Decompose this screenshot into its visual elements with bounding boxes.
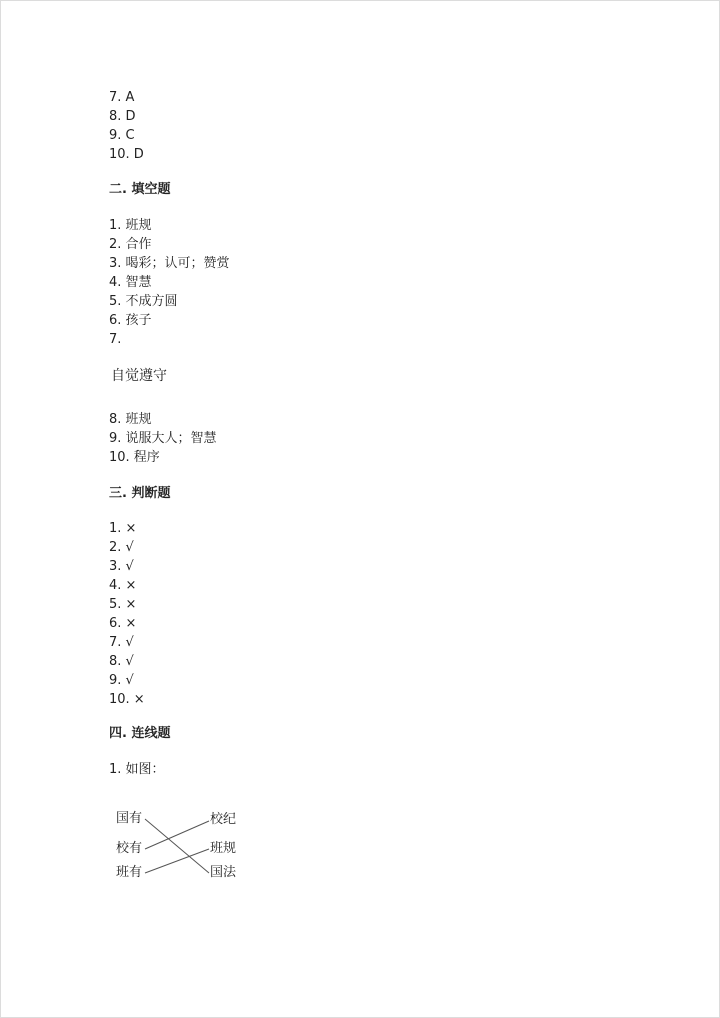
judge-answer: 9. √ — [109, 673, 134, 688]
judge-answer: 1. × — [109, 521, 137, 536]
judge-answer: 3. √ — [109, 559, 134, 574]
match-right-term: 国法 — [210, 865, 237, 880]
judge-answer: 2. √ — [109, 540, 134, 555]
choice-answer: 8. D — [109, 109, 136, 124]
fill-answer: 7. — [109, 332, 122, 347]
match-intro: 1. 如图： — [109, 762, 165, 777]
judge-answer: 4. × — [109, 578, 137, 593]
fill-answer-7-text: 自觉遵守 — [111, 368, 167, 384]
fill-answer: 5. 不成方圆 — [109, 294, 178, 309]
judge-answer: 8. √ — [109, 654, 134, 669]
fill-section-title: 二. 填空题 — [109, 182, 171, 197]
match-left-term: 国有 — [116, 811, 143, 826]
choice-answer: 7. A — [109, 90, 135, 105]
judge-answer: 7. √ — [109, 635, 134, 650]
choice-answer: 9. C — [109, 128, 135, 143]
fill-answer: 3. 喝彩；认可；赞赏 — [109, 256, 230, 271]
fill-answer: 2. 合作 — [109, 237, 152, 252]
fill-answer: 10. 程序 — [109, 450, 160, 465]
match-line-xiaoyou-xiaoji — [145, 821, 209, 849]
match-section-title: 四. 连线题 — [109, 726, 171, 741]
matching-diagram — [101, 801, 261, 886]
judge-answer: 10. × — [109, 692, 145, 707]
match-right-term: 校纪 — [210, 812, 237, 827]
choice-answer: 10. D — [109, 147, 144, 162]
match-left-term: 校有 — [116, 841, 143, 856]
fill-answer: 8. 班规 — [109, 412, 152, 427]
judge-answer: 6. × — [109, 616, 137, 631]
fill-answer: 4. 智慧 — [109, 275, 152, 290]
fill-answer: 9. 说服大人；智慧 — [109, 431, 217, 446]
judge-answer: 5. × — [109, 597, 137, 612]
fill-answer: 1. 班规 — [109, 218, 152, 233]
match-right-term: 班规 — [210, 841, 237, 856]
match-line-guoyou-guofa — [145, 819, 209, 873]
judge-section-title: 三. 判断题 — [109, 486, 171, 501]
match-line-banyou-bangui — [145, 849, 209, 873]
fill-answer: 6. 孩子 — [109, 313, 152, 328]
match-left-term: 班有 — [116, 865, 143, 880]
